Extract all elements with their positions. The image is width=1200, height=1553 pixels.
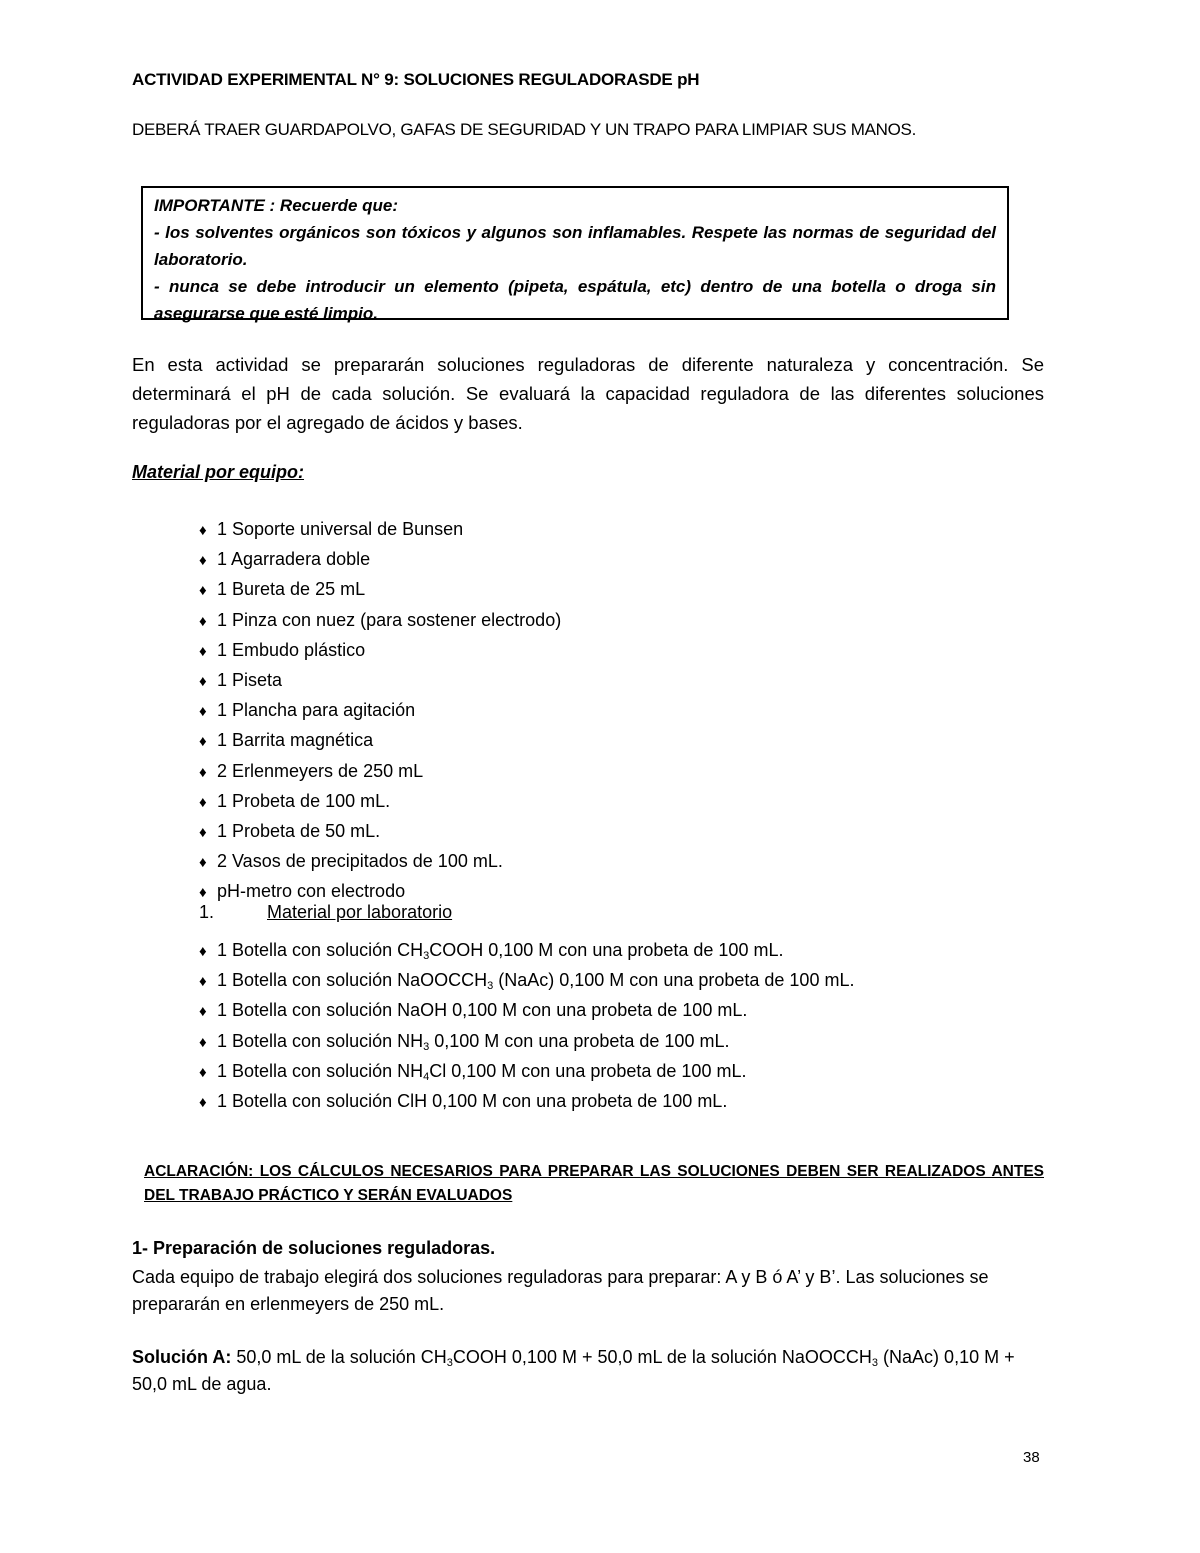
section-number: 1. [199, 902, 215, 922]
list-item: ♦ 1 Soporte universal de Bunsen [199, 515, 1039, 545]
important-line-1: - los solventes orgánicos son tóxicos y algunos son inflamables. Respete las normas de seguridad del laboratorio. [154, 223, 996, 269]
diamond-bullet-icon: ♦ [199, 642, 207, 660]
diamond-bullet-icon: ♦ [199, 552, 207, 570]
list-item: ♦ 1 Botella con solución ClH 0,100 M con una probeta de 100 mL. [199, 1087, 1039, 1117]
list-item: ♦ 2 Vasos de precipitados de 100 mL. [199, 847, 1039, 877]
diamond-bullet-icon: ♦ [199, 612, 207, 630]
list-item: ♦ pH-metro con electrodo [199, 877, 1039, 907]
diamond-bullet-icon: ♦ [199, 1094, 207, 1112]
list-item: ♦ 1 Botella con solución NaOH 0,100 M con una probeta de 100 mL. [199, 996, 1039, 1026]
material-equipo-list [199, 515, 1039, 908]
document-title: ACTIVIDAD EXPERIMENTAL N° 9: SOLUCIONES REGULADORASDE pH [132, 70, 700, 89]
list-item: ♦ 1 Botella con solución NaOOCCH$_3$ (NaAc) 0,100 M con una probeta de 100 mL. [199, 966, 1039, 996]
important-heading: IMPORTANTE : Recuerde que: [154, 196, 399, 215]
diamond-bullet-icon: ♦ [199, 793, 207, 811]
material-laboratorio-heading: 1. Material por laboratorio [199, 902, 453, 922]
list-item: ♦ 1 Botella con solución $NH_4Cl$ 0,100 M con una probeta de 100 mL. [199, 1057, 1039, 1087]
list-item: ♦ 1 Pinza con nuez (para sostener electrodo) [199, 606, 1039, 636]
list-item: ♦ 1 Barrita magnética [199, 726, 1039, 756]
page-number: 38 [1023, 1449, 1040, 1466]
diamond-bullet-icon: ♦ [199, 673, 207, 691]
list-item: ♦ 1 Bureta de 25 mL [199, 575, 1039, 605]
material-laboratorio-list [199, 936, 1039, 1117]
list-item: ♦ 1 Botella con solución $CH_3COOH$ 0,100 M con una probeta de 100 mL. [199, 936, 1039, 966]
list-item: ♦ 1 Botella con solución $NH_3$ 0,100 M con una probeta de 100 mL. [199, 1027, 1039, 1057]
list-item: ♦ 1 Embudo plástico [199, 636, 1039, 666]
list-item: ♦ 1 Piseta [199, 666, 1039, 696]
diamond-bullet-icon: ♦ [199, 1003, 207, 1021]
preparacion-text: Cada equipo de trabajo elegirá dos soluciones reguladoras para preparar: A y B ó A’ y B’. Las soluciones se prepararán en erlenmeyers de 250 mL. [132, 1267, 989, 1314]
important-line-2: - nunca se debe introducir un elemento (pipeta, espátula, etc) dentro de una botella o droga sin asegurarse que esté limpio. [154, 277, 996, 323]
diamond-bullet-icon: ♦ [199, 824, 207, 842]
diamond-bullet-icon: ♦ [199, 733, 207, 751]
solucion-a-paragraph: Solución A: 50,0 mL de la solución $CH_3COOH$ 0,100 M + 50,0 mL de la solución NaOOCCH$_3$ (NaAc) 0,10 M + 50,0 mL de agua. [132, 1347, 1015, 1394]
diamond-bullet-icon: ♦ [199, 854, 207, 872]
diamond-bullet-icon: ♦ [199, 1063, 207, 1081]
diamond-bullet-icon: ♦ [199, 582, 207, 600]
diamond-bullet-icon: ♦ [199, 522, 207, 539]
diamond-bullet-icon: ♦ [199, 943, 207, 960]
intro-paragraph: En esta actividad se prepararán soluciones reguladoras de diferente naturaleza y concentración. Se determinará el pH de cada solución. Se evaluará la capacidad reguladora de las diferentes soluciones reguladoras por el agregado de ácidos y bases. [132, 354, 1044, 433]
diamond-bullet-icon: ♦ [199, 1033, 207, 1051]
list-item: ♦ 1 Agarradera doble [199, 545, 1039, 575]
diamond-bullet-icon: ♦ [199, 763, 207, 781]
safety-warning: DEBERÁ TRAER GUARDAPOLVO, GAFAS DE SEGURIDAD Y UN TRAPO PARA LIMPIAR SUS MANOS. [132, 120, 917, 139]
aclaracion-note: ACLARACIÓN: LOS CÁLCULOS NECESARIOS PARA PREPARAR LAS SOLUCIONES DEBEN SER REALIZADOS ANTES DEL TRABAJO PRÁCTICO Y SERÁN EVALUADOS [144, 1163, 1044, 1204]
material-equipo-heading: Material por equipo: [132, 462, 305, 482]
list-item: ♦ 1 Probeta de 100 mL. [199, 787, 1039, 817]
diamond-bullet-icon: ♦ [199, 973, 207, 991]
preparacion-heading: 1- Preparación de soluciones reguladoras. [132, 1238, 496, 1258]
list-item: ♦ 2 Erlenmeyers de 250 mL [199, 757, 1039, 787]
list-item: ♦ 1 Probeta de 50 mL. [199, 817, 1039, 847]
diamond-bullet-icon: ♦ [199, 884, 207, 902]
list-item: ♦ 1 Plancha para agitación [199, 696, 1039, 726]
important-notice-box [141, 186, 1009, 323]
diamond-bullet-icon: ♦ [199, 703, 207, 721]
solucion-a-label: Solución A: [132, 1347, 232, 1367]
